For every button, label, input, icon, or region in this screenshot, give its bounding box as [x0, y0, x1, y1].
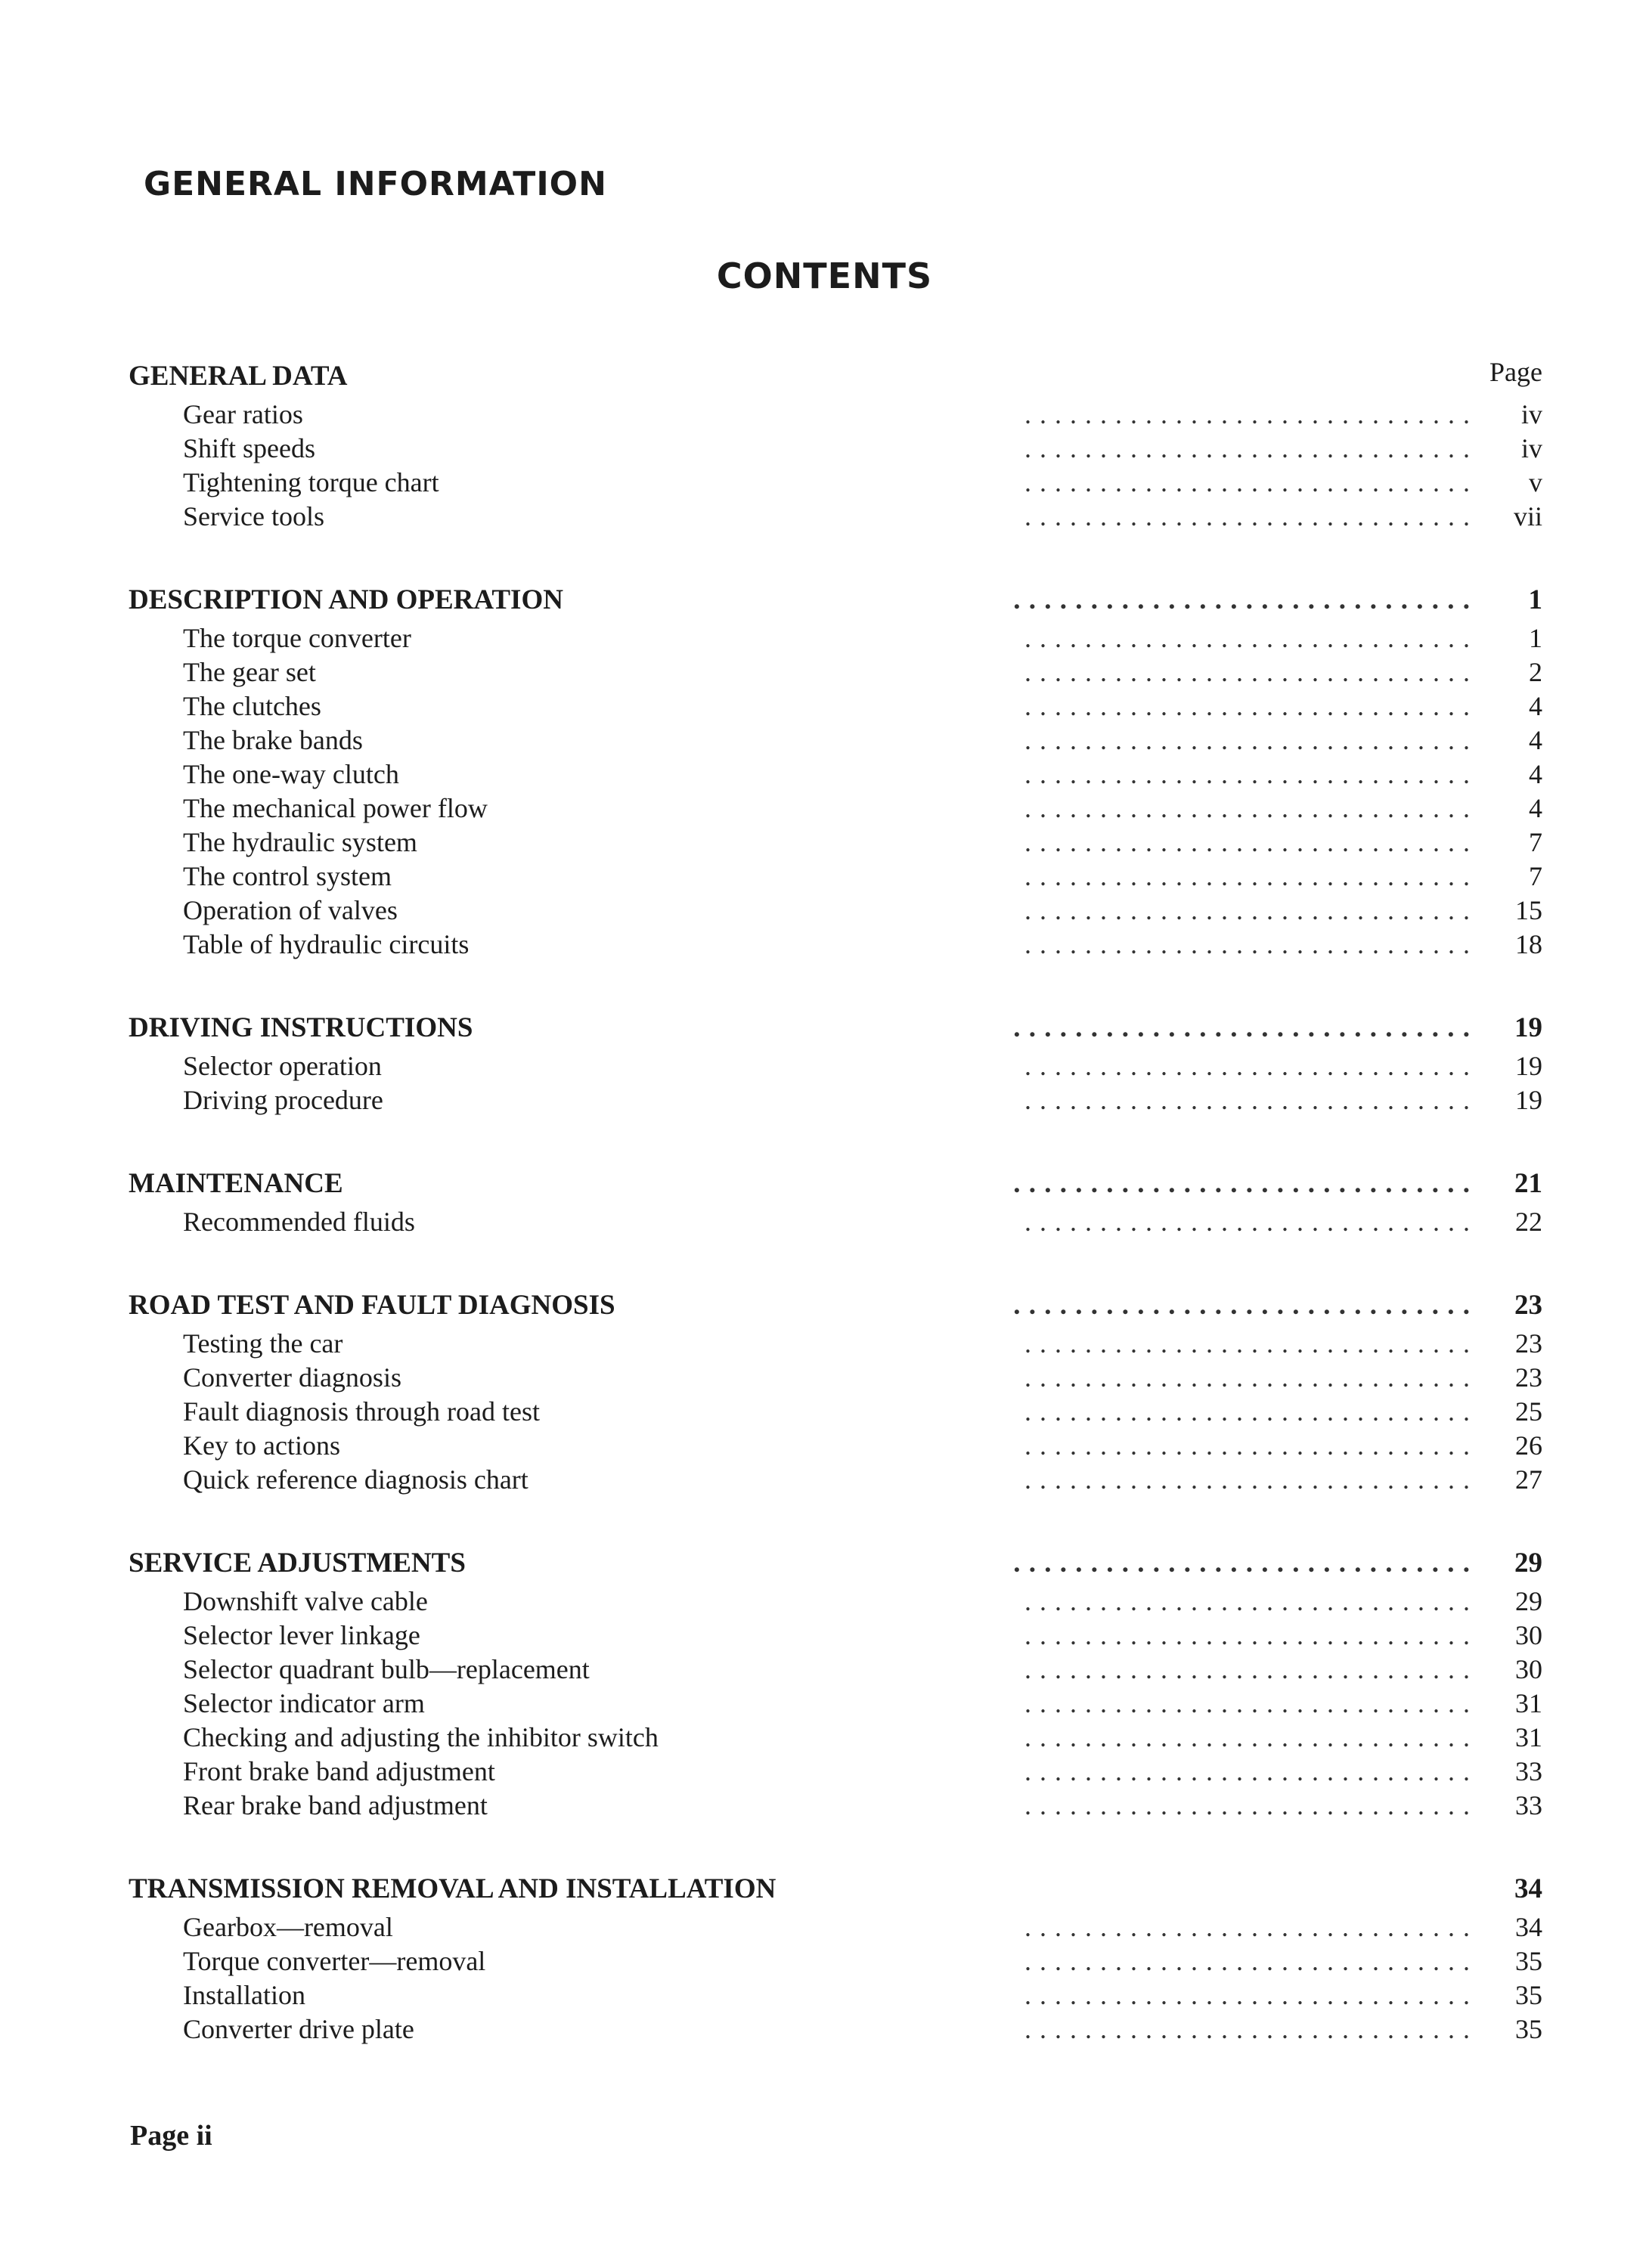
table-of-contents [129, 355, 1542, 2092]
toc-entry-page-number: 35 [1515, 1946, 1542, 1976]
toc-section [129, 1868, 1542, 2046]
toc-entry[interactable] [129, 1327, 1542, 1361]
toc-entry-page-number: 35 [1515, 1980, 1542, 2010]
contents-title: CONTENTS [716, 256, 933, 296]
toc-section-heading-title: DESCRIPTION AND OPERATION [129, 584, 572, 615]
toc-entry-page-number: 22 [1515, 1207, 1542, 1237]
toc-entry-title: Checking and adjusting the inhibitor switch [183, 1722, 668, 1752]
dot-leader: . . . . . . . . . . . . . . . . . . . . . . . . . . . . . . [1024, 1620, 1471, 1650]
toc-entry-page-number: 7 [1529, 861, 1542, 891]
dot-leader: . . . . . . . . . . . . . . . . . . . . . . . . . . . . . . [1024, 1328, 1471, 1359]
toc-entry-title: Quick reference diagnosis chart [183, 1464, 538, 1495]
toc-entry-page-number: 30 [1515, 1620, 1542, 1650]
dot-leader: . . . . . . . . . . . . . . . . . . . . . . . . . . . . . . [1024, 827, 1471, 857]
toc-entry[interactable] [129, 466, 1542, 500]
toc-entry-title: The one-way clutch [183, 759, 408, 789]
toc-entry-page-number: 33 [1515, 1756, 1542, 1786]
toc-entry-page-number: 33 [1515, 1790, 1542, 1820]
toc-section-heading[interactable] [129, 1163, 1542, 1205]
dot-leader: . . . . . . . . . . . . . . . . . . . . . . . . . . . . . . [1024, 433, 1471, 463]
dot-leader: . . . . . . . . . . . . . . . . . . . . . . . . . . . . . . [1024, 1051, 1471, 1081]
toc-entry-page-number: 23 [1515, 1362, 1542, 1393]
toc-entry[interactable] [129, 1944, 1542, 1978]
dot-leader: . . . . . . . . . . . . . . . . . . . . . . . . . . . . . . [1024, 1654, 1471, 1684]
toc-entry-page-number: v [1529, 467, 1542, 497]
toc-entry[interactable] [129, 1395, 1542, 1429]
toc-entry-title: Table of hydraulic circuits [183, 929, 478, 959]
toc-entry[interactable] [129, 1205, 1542, 1239]
toc-section [129, 1163, 1542, 1239]
toc-section-heading-title: TRANSMISSION REMOVAL AND INSTALLATION [129, 1873, 785, 1904]
toc-entry-title: The brake bands [183, 725, 372, 755]
toc-section-heading[interactable] [129, 1007, 1542, 1049]
toc-entry[interactable] [129, 1083, 1542, 1117]
toc-entry[interactable] [129, 826, 1542, 860]
toc-entry-title: Selector quadrant bulb—replacement [183, 1654, 599, 1684]
toc-section-heading-title: ROAD TEST AND FAULT DIAGNOSIS [129, 1290, 625, 1321]
toc-entry-title: Front brake band adjustment [183, 1756, 504, 1786]
toc-section-heading[interactable] [129, 1542, 1542, 1585]
toc-entry-page-number: iv [1520, 399, 1542, 429]
toc-entry[interactable] [129, 1687, 1542, 1721]
toc-entry[interactable] [129, 1910, 1542, 1944]
toc-section-heading[interactable] [129, 579, 1542, 621]
toc-entry[interactable] [129, 1585, 1542, 1619]
dot-leader: . . . . . . . . . . . . . . . . . . . . . . . . . . . . . . [1024, 1912, 1471, 1942]
toc-entry-page-number: 31 [1515, 1722, 1542, 1752]
toc-entry-title: The mechanical power flow [183, 793, 497, 823]
toc-entry[interactable] [129, 758, 1542, 792]
toc-entry-title: Converter drive plate [183, 2014, 423, 2044]
toc-entry-page-number: 4 [1529, 793, 1542, 823]
toc-entry-title: The torque converter [183, 623, 420, 653]
toc-section-heading[interactable] [129, 355, 1542, 398]
dot-leader: . . . . . . . . . . . . . . . . . . . . . . . . . . . . . . [1013, 1168, 1471, 1199]
toc-entry[interactable] [129, 723, 1542, 758]
toc-entry-title: The control system [183, 861, 401, 891]
page-column-label: Page [1489, 357, 1542, 387]
toc-entry-page-number: vii [1513, 501, 1542, 531]
dot-leader: . . . . . . . . . . . . . . . . . . . . . . . . . . . . . . [1013, 1012, 1471, 1043]
toc-entry-page-number: 15 [1515, 895, 1542, 925]
dot-leader: . . . . . . . . . . . . . . . . . . . . . . . . . . . . . . [1013, 584, 1471, 615]
toc-section [129, 355, 1542, 534]
toc-entry-title: Selector lever linkage [183, 1620, 429, 1650]
toc-entry[interactable] [129, 621, 1542, 655]
toc-entry[interactable] [129, 689, 1542, 723]
dot-leader: . . . . . . . . . . . . . . . . . . . . . . . . . . . . . . [1024, 467, 1471, 497]
toc-entry-title: Tightening torque chart [183, 467, 448, 497]
toc-entry-page-number: 35 [1515, 2014, 1542, 2044]
dot-leader: . . . . . . . . . . . . . . . . . . . . . . . . . . . . . . [1024, 1790, 1471, 1820]
toc-entry[interactable] [129, 860, 1542, 894]
dot-leader: . . . . . . . . . . . . . . . . . . . . . . . . . . . . . . [1024, 1085, 1471, 1115]
toc-entry-page-number: 25 [1515, 1396, 1542, 1427]
toc-entry[interactable] [129, 792, 1542, 826]
toc-section-heading-page-number: 1 [1528, 584, 1542, 615]
dot-leader: . . . . . . . . . . . . . . . . . . . . . . . . . . . . . . [1024, 1396, 1471, 1427]
toc-entry-page-number: 4 [1529, 759, 1542, 789]
toc-section-heading-title: GENERAL DATA [129, 361, 357, 392]
toc-entry-title: Recommended fluids [183, 1207, 424, 1237]
toc-entry[interactable] [129, 1049, 1542, 1083]
toc-entry-page-number: 29 [1515, 1586, 1542, 1616]
dot-leader: . . . . . . . . . . . . . . . . . . . . . . . . . . . . . . [1024, 501, 1471, 531]
toc-entry-page-number: 19 [1515, 1051, 1542, 1081]
toc-entry-page-number: 26 [1515, 1430, 1542, 1461]
toc-entry-title: Service tools [183, 501, 333, 531]
toc-entry[interactable] [129, 1361, 1542, 1395]
toc-section-heading-page-number: 21 [1514, 1168, 1542, 1199]
toc-entry-title: Installation [183, 1980, 315, 2010]
toc-entry-title: Selector indicator arm [183, 1688, 434, 1718]
dot-leader: . . . . . . . . . . . . . . . . . . . . . . . . . . . . . . [1024, 725, 1471, 755]
toc-section-heading[interactable] [129, 1868, 1542, 1910]
toc-entry[interactable] [129, 2012, 1542, 2046]
dot-leader: . . . . . . . . . . . . . . . . . . . . . . . . . . . . . . [1013, 1290, 1471, 1321]
dot-leader: . . . . . . . . . . . . . . . . . . . . . . . . . . . . . . [1024, 1688, 1471, 1718]
dot-leader: . . . . . . . . . . . . . . . . . . . . . . . . . . . . . . [1024, 399, 1471, 429]
toc-section-heading[interactable] [129, 1284, 1542, 1327]
toc-entry-page-number: 4 [1529, 691, 1542, 721]
toc-entry[interactable] [129, 1429, 1542, 1463]
dot-leader: . . . . . . . . . . . . . . . . . . . . . . . . . . . . . . [1024, 2014, 1471, 2044]
toc-section [129, 1284, 1542, 1497]
toc-entry-page-number: 7 [1529, 827, 1542, 857]
toc-section-heading-page-number: 23 [1514, 1290, 1542, 1321]
toc-entry[interactable] [129, 1755, 1542, 1789]
toc-entry-page-number: 2 [1529, 657, 1542, 687]
toc-entry-page-number: 18 [1515, 929, 1542, 959]
toc-entry[interactable] [129, 500, 1542, 534]
dot-leader: . . . . . . . . . . . . . . . . . . . . . . . . . . . . . . [1024, 691, 1471, 721]
toc-entry-page-number: 30 [1515, 1654, 1542, 1684]
toc-entry-page-number: 27 [1515, 1464, 1542, 1495]
toc-entry-page-number: 23 [1515, 1328, 1542, 1359]
toc-entry-title: The clutches [183, 691, 330, 721]
toc-entry-title: Torque converter—removal [183, 1946, 494, 1976]
dot-leader: . . . . . . . . . . . . . . . . . . . . . . . . . . . . . . [1024, 1756, 1471, 1786]
dot-leader: . . . . . . . . . . . . . . . . . . . . . . . . . . . . . . [1024, 657, 1471, 687]
dot-leader: . . . . . . . . . . . . . . . . . . . . . . . . . . . . . . [1024, 1430, 1471, 1461]
toc-entry-page-number: 31 [1515, 1688, 1542, 1718]
chapter-title: GENERAL INFORMATION [144, 165, 607, 203]
toc-entry-title: Operation of valves [183, 895, 407, 925]
toc-section-heading-title: DRIVING INSTRUCTIONS [129, 1012, 482, 1043]
toc-entry-title: Converter diagnosis [183, 1362, 411, 1393]
toc-entry[interactable] [129, 1789, 1542, 1823]
toc-section-heading-title: SERVICE ADJUSTMENTS [129, 1548, 475, 1579]
toc-entry-title: Gear ratios [183, 399, 312, 429]
dot-leader: . . . . . . . . . . . . . . . . . . . . . . . . . . . . . . [1024, 1464, 1471, 1495]
toc-entry[interactable] [129, 1463, 1542, 1497]
toc-entry-title: Selector operation [183, 1051, 391, 1081]
toc-entry-title: Rear brake band adjustment [183, 1790, 497, 1820]
toc-entry-title: Shift speeds [183, 433, 324, 463]
toc-entry-page-number: 19 [1515, 1085, 1542, 1115]
dot-leader: . . . . . . . . . . . . . . . . . . . . . . . . . . . . . . [1024, 793, 1471, 823]
toc-entry[interactable] [129, 1619, 1542, 1653]
dot-leader: . . . . . . . . . . . . . . . . . . . . . . . . . . . . . . [1024, 1207, 1471, 1237]
toc-entry-title: Driving procedure [183, 1085, 392, 1115]
toc-entry[interactable] [129, 398, 1542, 432]
toc-section-heading-page-number: 34 [1514, 1873, 1542, 1904]
toc-entry-title: Fault diagnosis through road test [183, 1396, 549, 1427]
toc-entry-page-number: iv [1520, 433, 1542, 463]
toc-section [129, 1007, 1542, 1117]
dot-leader: . . . . . . . . . . . . . . . . . . . . . . . . . . . . . . [1024, 895, 1471, 925]
toc-entry-page-number: 1 [1529, 623, 1542, 653]
dot-leader: . . . . . . . . . . . . . . . . . . . . . . . . . . . . . . [1024, 759, 1471, 789]
toc-entry[interactable] [129, 894, 1542, 928]
toc-entry[interactable] [129, 1721, 1542, 1755]
toc-section-heading-page-number: 19 [1514, 1012, 1542, 1043]
page-footer: Page ii [130, 2120, 212, 2152]
dot-leader: . . . . . . . . . . . . . . . . . . . . . . . . . . . . . . [1024, 623, 1471, 653]
toc-entry[interactable] [129, 432, 1542, 466]
toc-entry-title: Testing the car [183, 1328, 352, 1359]
toc-section-heading-title: MAINTENANCE [129, 1168, 352, 1199]
dot-leader: . . . . . . . . . . . . . . . . . . . . . . . . . . . . . . [1024, 1362, 1471, 1393]
toc-entry-page-number: 4 [1529, 725, 1542, 755]
toc-entry[interactable] [129, 1653, 1542, 1687]
toc-entry-title: The hydraulic system [183, 827, 426, 857]
toc-section [129, 579, 1542, 962]
dot-leader: . . . . . . . . . . . . . . . . . . . . . . . . . . . . . . [1024, 861, 1471, 891]
toc-entry-page-number: 34 [1515, 1912, 1542, 1942]
dot-leader: . . . . . . . . . . . . . . . . . . . . . . . . . . . . . . [1024, 1980, 1471, 2010]
toc-entry-title: Key to actions [183, 1430, 349, 1461]
toc-entry-title: The gear set [183, 657, 325, 687]
dot-leader: . . . . . . . . . . . . . . . . . . . . . . . . . . . . . . [1024, 1722, 1471, 1752]
toc-entry-title: Gearbox—removal [183, 1912, 402, 1942]
toc-section-heading-page-number: 29 [1514, 1548, 1542, 1579]
dot-leader: . . . . . . . . . . . . . . . . . . . . . . . . . . . . . . [1013, 1548, 1471, 1579]
dot-leader: . . . . . . . . . . . . . . . . . . . . . . . . . . . . . . [1024, 1946, 1471, 1976]
toc-entry[interactable] [129, 928, 1542, 962]
toc-entry[interactable] [129, 655, 1542, 689]
dot-leader: . . . . . . . . . . . . . . . . . . . . . . . . . . . . . . [1024, 929, 1471, 959]
toc-entry[interactable] [129, 1978, 1542, 2012]
toc-entry-title: Downshift valve cable [183, 1586, 437, 1616]
dot-leader: . . . . . . . . . . . . . . . . . . . . . . . . . . . . . . [1024, 1586, 1471, 1616]
toc-section [129, 1542, 1542, 1823]
